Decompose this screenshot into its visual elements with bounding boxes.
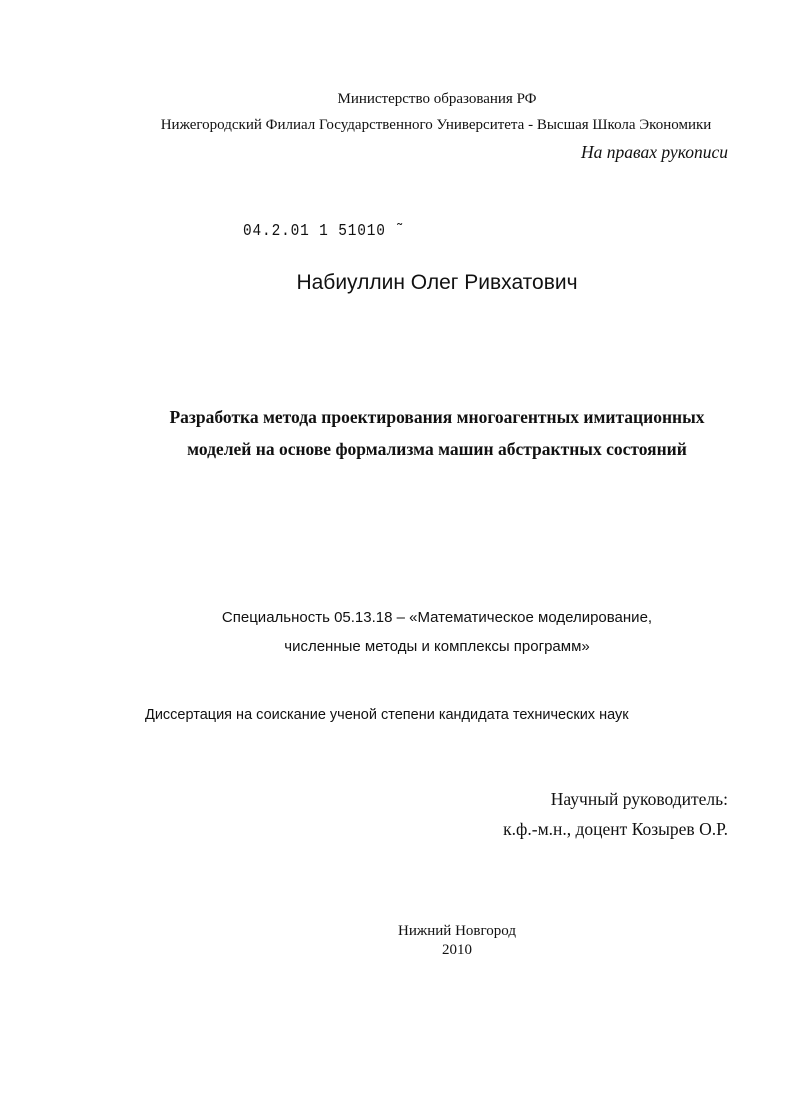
specialty [222, 603, 652, 661]
university-name: Нижегородский Филиал Государственного Университета - Высшая Школа Экономики [160, 117, 712, 133]
city: Нижний Новгород [398, 923, 516, 939]
manuscript-rights-note: На правах рукописи [581, 142, 728, 162]
year: 2010 [442, 942, 472, 958]
ministry-name: Министерство образования РФ [337, 91, 537, 107]
title-line-2: моделей на основе формализма машин абстрактных состояний [187, 439, 687, 459]
title-line-1: Разработка метода проектирования многоагентных имитационных [169, 407, 705, 427]
specialty-line-2: численные методы и комплексы программ» [284, 638, 590, 655]
author-name: Набиуллин Олег Ривхатович [296, 271, 578, 294]
registration-stamp-number: 04.2.01 1 51010 ˜ [243, 222, 405, 241]
specialty-line-1: Специальность 05.13.18 – «Математическое моделирование, [221, 609, 653, 626]
advisor-name: к.ф.-м.н., доцент Козырев О.Р. [503, 819, 728, 839]
dissertation-degree: Диссертация на соискание ученой степени кандидата технических наук [145, 707, 629, 723]
dissertation-title [169, 401, 704, 465]
advisor-label: Научный руководитель: [550, 789, 728, 809]
